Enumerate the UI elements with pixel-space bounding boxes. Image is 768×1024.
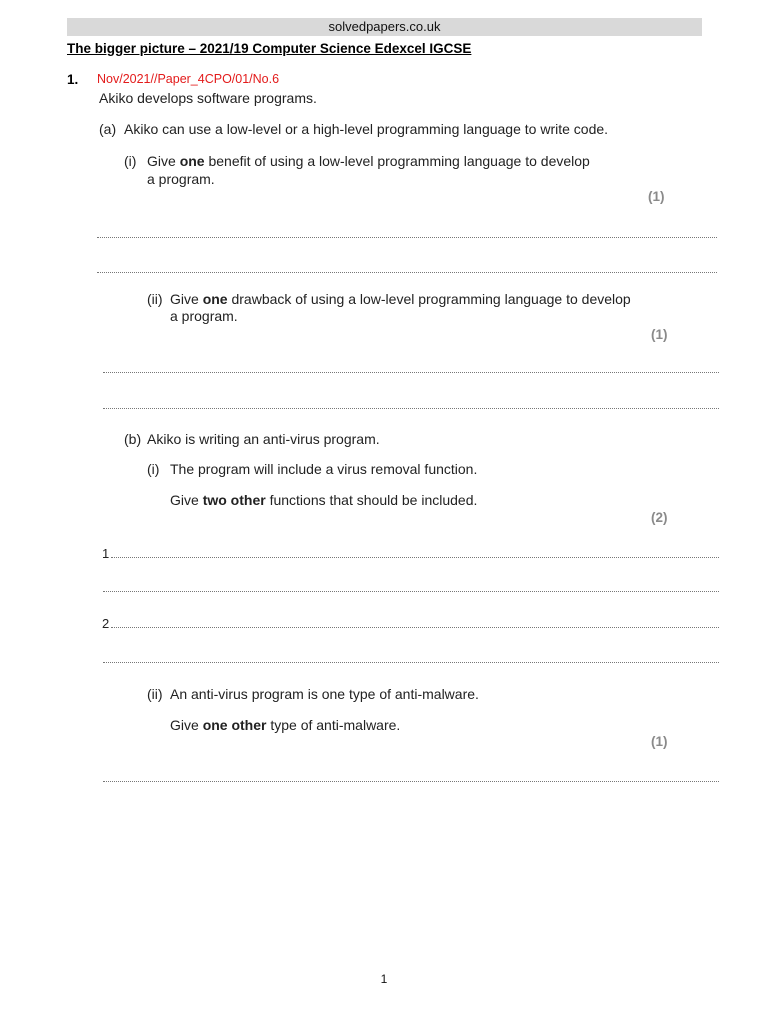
- answer-line[interactable]: [111, 557, 719, 558]
- answer-line[interactable]: [103, 781, 719, 782]
- part-b-text: Akiko is writing an anti-virus program.: [147, 431, 380, 447]
- question-reference: Nov/2021//Paper_4CPO/01/No.6: [97, 72, 280, 86]
- part-a-label: (a): [99, 121, 117, 137]
- part-b-i-marks: (2): [651, 510, 668, 525]
- answer-line[interactable]: [103, 662, 719, 663]
- part-a-i-label: (i): [124, 153, 137, 169]
- part-a-i-marks: (1): [648, 189, 665, 204]
- part-b-ii-label: (ii): [147, 686, 163, 702]
- part-b-label: (b): [124, 431, 142, 447]
- question-number: 1.: [67, 72, 79, 87]
- part-a-i-text-line2: a program.: [147, 171, 215, 187]
- answer-line[interactable]: [111, 627, 719, 628]
- document-title: The bigger picture – 2021/19 Computer Science Edexcel IGCSE: [67, 41, 472, 56]
- answer-line[interactable]: [103, 372, 719, 373]
- answer-line[interactable]: [97, 237, 717, 238]
- answer-line[interactable]: [103, 591, 719, 592]
- part-b-ii-instruction: Give one other type of anti-malware.: [170, 717, 401, 733]
- part-a-ii-text-line2: a program.: [170, 308, 238, 324]
- site-banner: [67, 18, 702, 36]
- part-a-ii-text: Give one drawback of using a low-level programming language to develop: [170, 291, 631, 307]
- part-a-ii-label: (ii): [147, 291, 163, 307]
- question-stem: Akiko develops software programs.: [99, 90, 317, 106]
- part-b-i-instruction: Give two other functions that should be included.: [170, 492, 478, 508]
- answer-number-2: 2: [102, 616, 110, 631]
- page-number: 1: [380, 972, 388, 986]
- part-a-ii-marks: (1): [651, 327, 668, 342]
- part-b-ii-text: An anti-virus program is one type of anti-malware.: [170, 686, 479, 702]
- part-b-i-label: (i): [147, 461, 160, 477]
- part-a-text: Akiko can use a low-level or a high-level programming language to write code.: [124, 121, 609, 137]
- answer-line[interactable]: [103, 408, 719, 409]
- part-a-i-text: Give one benefit of using a low-level programming language to develop: [147, 153, 590, 169]
- answer-line[interactable]: [97, 272, 717, 273]
- part-b-ii-marks: (1): [651, 734, 668, 749]
- site-name: solvedpapers.co.uk: [328, 19, 441, 34]
- part-b-i-text: The program will include a virus removal function.: [170, 461, 478, 477]
- answer-number-1: 1: [102, 546, 110, 561]
